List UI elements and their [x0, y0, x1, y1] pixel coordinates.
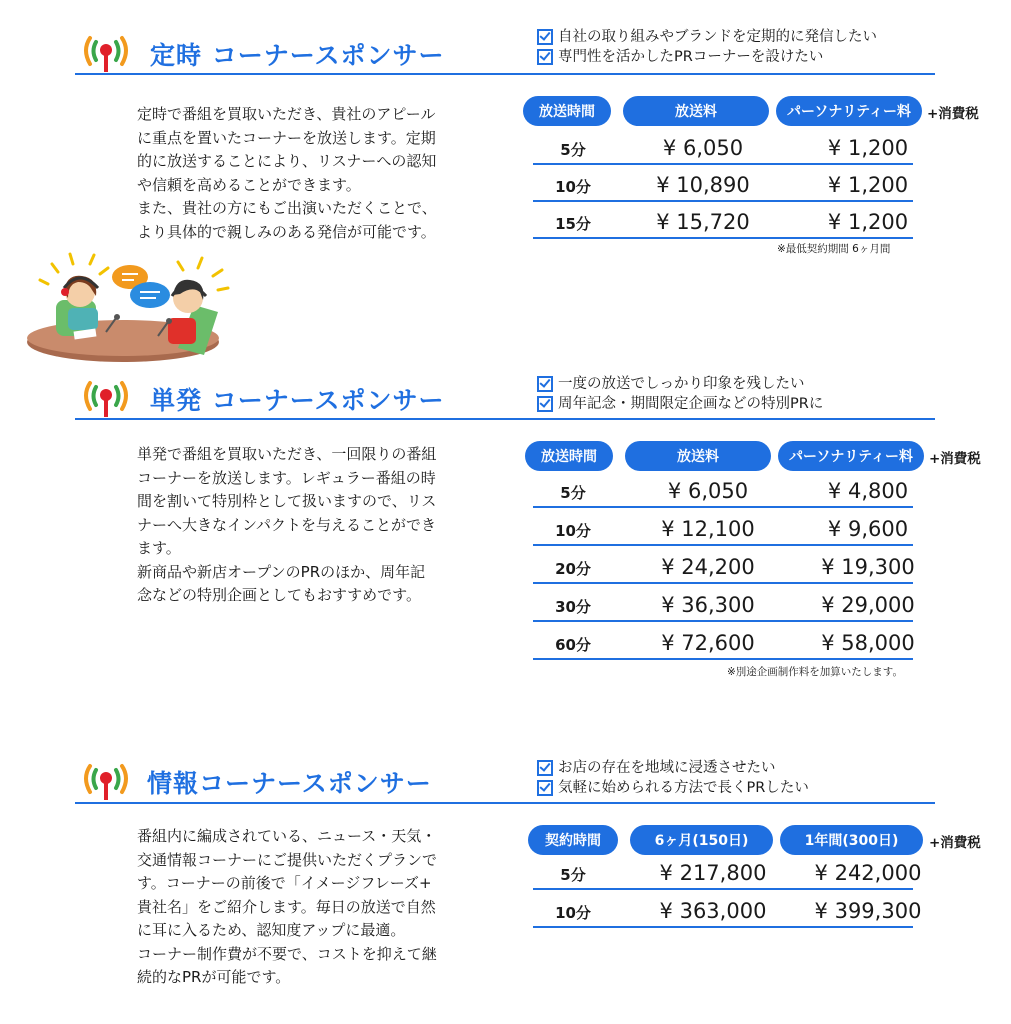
- section-title: 定時 コーナースポンサー: [150, 41, 445, 70]
- title-underline: [75, 73, 935, 75]
- header-fee: 放送料: [623, 96, 769, 126]
- header-6months: 6ヶ月(150日): [630, 825, 773, 855]
- header-duration: 放送時間: [525, 441, 613, 471]
- checkbox-icon: [537, 396, 553, 412]
- table-note: ※最低契約期間 6ヶ月間: [777, 243, 891, 255]
- radio-antenna-icon: [80, 375, 132, 419]
- check-list: [537, 374, 823, 414]
- section-description: 定時で番組を買取いただき、貴社のアピール に重点を置いたコーナーを放送します。定期 的に放送することにより、リスナーへの認知 や信頼を高めることができます。 また、貴社の方にもご出演いただくことで、 より具体的で親しみのある発信が可能です。: [137, 105, 437, 241]
- radio-talk-illustration: [18, 250, 238, 370]
- tax-label: +消費税: [929, 835, 981, 851]
- header-duration: 放送時間: [523, 96, 611, 126]
- header-personality: パーソナリティー料: [776, 96, 922, 126]
- header-personality: パーソナリティー料: [778, 441, 924, 471]
- checkbox-icon: [537, 780, 553, 796]
- checkbox-icon: [537, 376, 553, 392]
- check-item: 周年記念・期間限定企画などの特別PRに: [537, 394, 823, 414]
- checkbox-icon: [537, 29, 553, 45]
- section-description: 番組内に編成されている、ニュース・天気・ 交通情報コーナーにご提供いただくプランで す。コーナーの前後で「イメージフレーズ+ 貴社名」をご紹介します。毎日の放送で自然 に耳に入るため、認知度アップに最適。 コーナー制作費が不要で、コストを抑えて継 続的なPRが可能です。: [137, 827, 438, 986]
- check-item: 一度の放送でしっかり印象を残したい: [537, 374, 823, 394]
- title-underline: [75, 418, 935, 420]
- check-item: 気軽に始められる方法で長くPRしたい: [537, 778, 809, 798]
- section-title: 単発 コーナースポンサー: [150, 386, 445, 415]
- check-item: 自社の取り組みやブランドを定期的に発信したい: [537, 27, 877, 47]
- section-title: 情報コーナースポンサー: [147, 769, 432, 798]
- tax-label: +消費税: [927, 106, 979, 122]
- header-1year: 1年間(300日): [780, 825, 923, 855]
- header-fee: 放送料: [625, 441, 771, 471]
- check-list: [537, 758, 809, 798]
- title-underline: [75, 802, 935, 804]
- section-description: 単発で番組を買取いただき、一回限りの番組 コーナーを放送します。レギュラー番組の時 間を割いて特別枠として扱いますので、リス ナーへ大きなインパクトを与えることができ ます。 新商品や新店オープンのPRのほか、周年記 念などの特別企画としてもおすすめです。: [137, 445, 437, 604]
- checkbox-icon: [537, 760, 553, 776]
- check-item: 専門性を活かしたPRコーナーを設けたい: [537, 47, 877, 67]
- header-contract: 契約時間: [528, 825, 618, 855]
- checkbox-icon: [537, 49, 553, 65]
- tax-label: +消費税: [929, 451, 981, 467]
- check-item: お店の存在を地域に浸透させたい: [537, 758, 809, 778]
- radio-antenna-icon: [80, 30, 132, 74]
- table-note: ※別途企画制作料を加算いたします。: [727, 666, 903, 678]
- radio-antenna-icon: [80, 758, 132, 802]
- check-list: [537, 27, 877, 67]
